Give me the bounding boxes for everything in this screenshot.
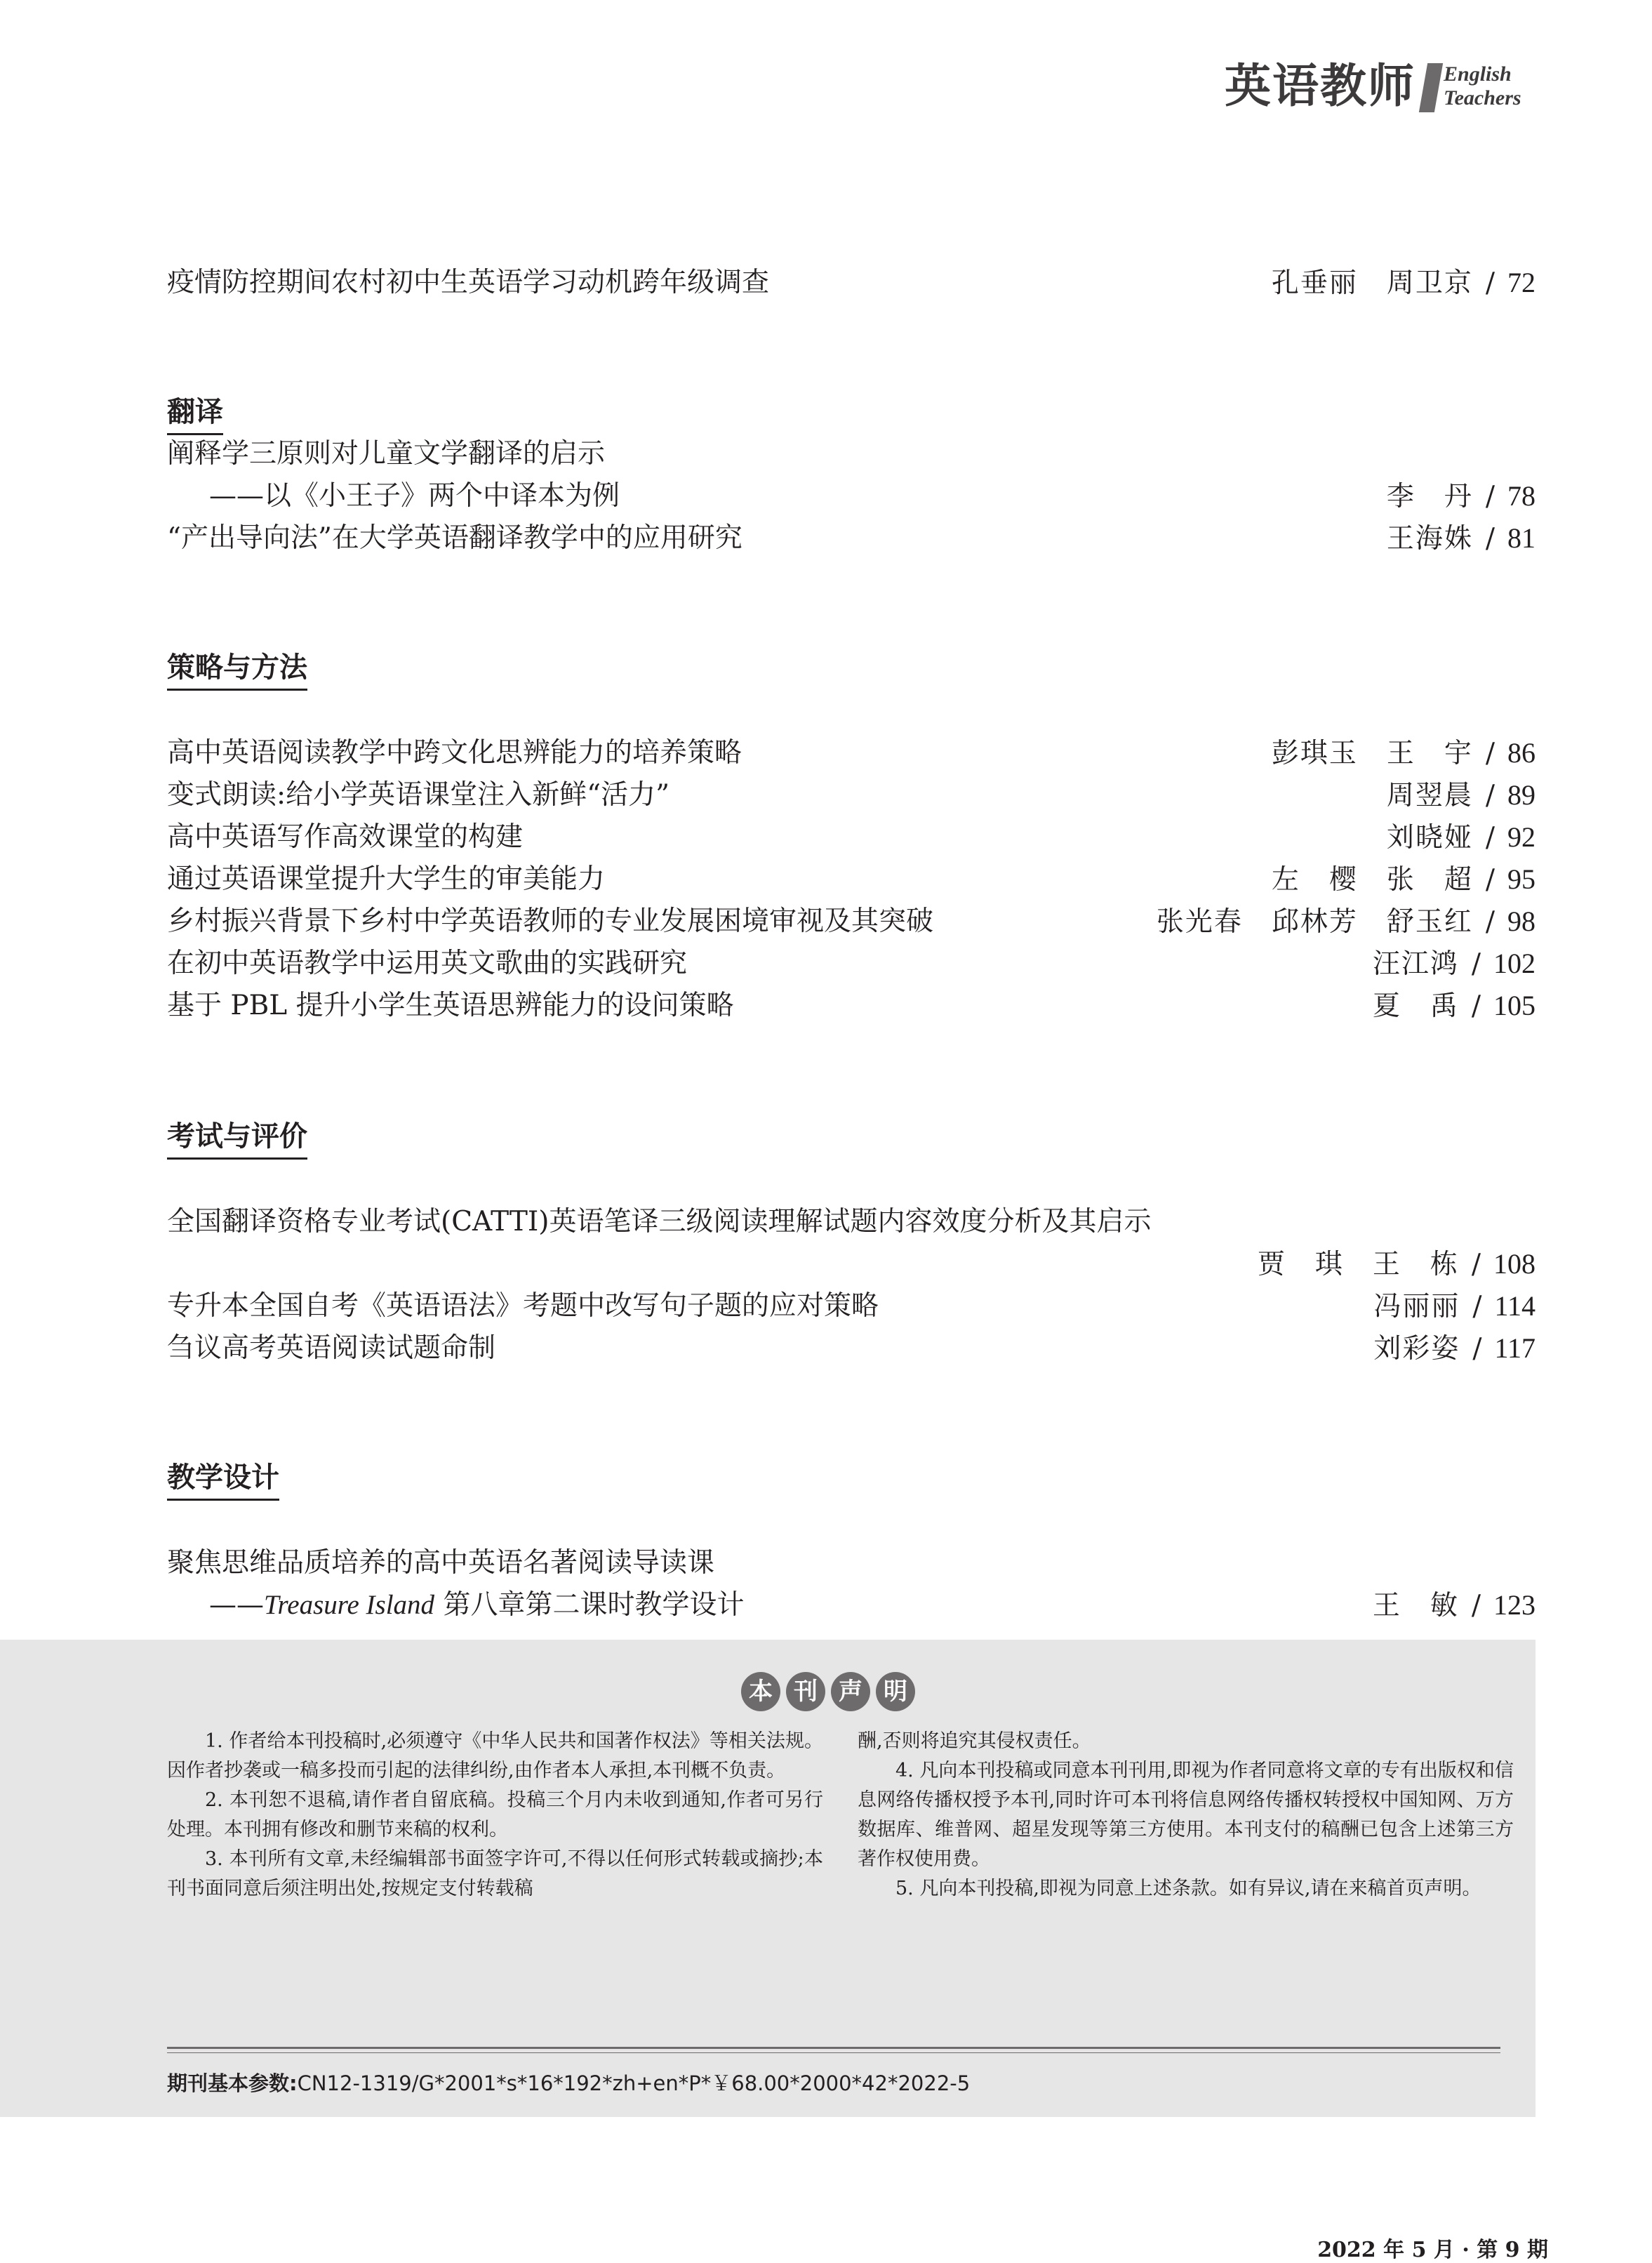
entry-byline (1387, 476, 1536, 517)
journal-title-en-line2: Teachers (1444, 86, 1521, 109)
entry-page: 92 (1507, 821, 1536, 853)
separator: / (1471, 1590, 1481, 1621)
section-heading-strategy: 策略与方法 (167, 647, 307, 691)
subtitle-dash: —— (209, 1589, 264, 1621)
entry-author: 王 敏 (1372, 1590, 1459, 1621)
entry-page: 72 (1507, 267, 1536, 298)
entry-author: 孔垂丽 周卫京 (1271, 267, 1473, 299)
journal-logo-mark (1419, 63, 1443, 112)
toc-entry[interactable] (167, 518, 1536, 559)
entry-author: 刘晓娅 (1386, 822, 1473, 854)
entry-title: 阐释学三原则对儿童文学翻译的启示 (167, 438, 606, 470)
entry-page: 95 (1507, 863, 1536, 895)
entry-byline (1387, 775, 1536, 816)
notice-paragraph-continued: 酬,否则将追究其侵权责任。 (858, 1730, 1091, 1752)
toc-entry[interactable] (167, 1328, 1536, 1369)
subtitle-rest: 第八章第二课时教学设计 (434, 1589, 745, 1621)
entry-page: 86 (1507, 737, 1536, 769)
entry-page: 117 (1494, 1332, 1536, 1364)
entry-title: 在初中英语教学中运用英文歌曲的实践研究 (167, 948, 688, 979)
entry-page: 78 (1507, 480, 1536, 512)
toc-entry-subtitle[interactable] (167, 1585, 1536, 1626)
journal-title-cn: 英语教师 (1225, 59, 1415, 113)
entry-author: 李 丹 (1386, 481, 1473, 512)
entry-page: 105 (1493, 990, 1536, 1021)
notice-left-column (167, 1727, 823, 1904)
toc-entry[interactable] (167, 1543, 1536, 1584)
entry-author: 冯丽丽 (1373, 1291, 1460, 1322)
toc-entry[interactable] (167, 817, 1536, 858)
entry-title: 乡村振兴背景下乡村中学英语教师的专业发展困境审视及其突破 (167, 905, 934, 937)
journal-masthead (1225, 55, 1554, 118)
entry-subtitle: ——以《小王子》两个中译本为例 (209, 480, 620, 512)
entry-page: 114 (1494, 1290, 1536, 1322)
entry-author: 汪江鸿 (1372, 948, 1459, 980)
toc-entry[interactable] (167, 859, 1536, 900)
separator: / (1472, 1291, 1482, 1322)
notice-title-char: 本 (741, 1672, 780, 1711)
entry-author: 刘彩姿 (1373, 1333, 1460, 1365)
separator: / (1485, 267, 1495, 299)
toc-entry[interactable] (167, 775, 1536, 816)
toc-entry[interactable] (167, 1202, 1536, 1242)
toc-entry[interactable] (167, 901, 1536, 942)
entry-byline (1157, 901, 1536, 943)
params-value: CN12-1319/G*2001*s*16*192*zh+en*P*￥68.00*2000*42*2022-5 (297, 2071, 971, 2095)
notice-paragraph: 5. 凡向本刊投稿,即视为同意上述条款。如有异议,请在来稿首页声明。 (895, 1878, 1481, 1899)
entry-title: “产出导向法”在大学英语翻译教学中的应用研究 (167, 522, 742, 554)
toc-entry[interactable] (167, 1286, 1536, 1327)
separator: / (1485, 822, 1495, 854)
subtitle-book-title: Treasure Island (264, 1590, 435, 1620)
entry-title: 高中英语写作高效课堂的构建 (167, 821, 524, 853)
entry-byline (1387, 518, 1536, 559)
entry-byline (1272, 733, 1536, 774)
entry-byline (1272, 859, 1536, 901)
entry-subtitle (209, 1585, 744, 1626)
entry-author: 周翌晨 (1386, 780, 1473, 811)
notice-paragraph: 1. 作者给本刊投稿时,必须遵守《中华人民共和国著作权法》等相关法规。因作者抄袭或一稿多投而引起的法律纠纷,由作者本人承担,本刊概不负责。 (167, 1730, 823, 1781)
separator: / (1485, 523, 1495, 555)
entry-title: 变式朗读:给小学英语课堂注入新鲜“活力” (167, 779, 670, 811)
toc-entry[interactable] (167, 263, 1536, 303)
separator: / (1472, 1333, 1482, 1365)
toc-entry-subtitle[interactable] (167, 476, 1536, 517)
notice-paragraph: 3. 本刊所有文章,未经编辑部书面签字许可,不得以任何形式转载或摘抄;本刊书面同意后须注明出处,按规定支付转载稿 (167, 1848, 823, 1899)
entry-byline (1373, 1585, 1536, 1626)
entry-byline (1373, 943, 1536, 985)
toc-entry-byline-line[interactable] (167, 1244, 1536, 1285)
entry-author: 夏 禹 (1372, 990, 1459, 1022)
entry-page: 98 (1507, 905, 1536, 937)
entry-title: 专升本全国自考《英语语法》考题中改写句子题的应对策略 (167, 1290, 879, 1322)
toc-entry[interactable] (167, 434, 1536, 474)
entry-author: 彭琪玉 王 宇 (1271, 738, 1473, 769)
entry-byline (1373, 985, 1536, 1027)
entry-byline (1373, 1286, 1536, 1327)
toc-entry[interactable] (167, 733, 1536, 774)
divider (167, 2052, 1500, 2053)
entry-page: 123 (1493, 1589, 1536, 1621)
toc-entry[interactable] (167, 985, 1536, 1026)
notice-title-char: 明 (876, 1672, 915, 1711)
separator: / (1471, 990, 1481, 1022)
entry-title: 高中英语阅读教学中跨文化思辨能力的培养策略 (167, 737, 742, 769)
entry-page: 102 (1493, 948, 1536, 979)
entry-title: 基于 PBL 提升小学生英语思辨能力的设问策略 (167, 990, 734, 1021)
entry-author: 张光春 邱林芳 舒玉红 (1156, 906, 1473, 938)
entry-byline (1387, 817, 1536, 858)
separator: / (1471, 1249, 1481, 1280)
params-label: 期刊基本参数: (167, 2071, 298, 2095)
issue-footer: 2022 年 5 月 · 第 9 期 (1317, 2238, 1548, 2262)
entry-page: 81 (1507, 522, 1536, 554)
entry-byline (1373, 1328, 1536, 1369)
journal-title-en-line1: English (1444, 62, 1512, 86)
divider (167, 2047, 1500, 2049)
journal-parameters (167, 2068, 970, 2097)
entry-title: 全国翻译资格专业考试(CATTI)英语笔译三级阅读理解试题内容效度分析及其启示 (167, 1206, 1152, 1237)
separator: / (1485, 780, 1495, 811)
entry-title: 聚焦思维品质培养的高中英语名著阅读导读课 (167, 1547, 715, 1579)
notice-right-column (858, 1727, 1514, 1904)
entry-page: 108 (1493, 1248, 1536, 1280)
entry-author: 贾 琪 王 栋 (1257, 1249, 1459, 1280)
entry-author: 左 樱 张 超 (1271, 864, 1473, 896)
entry-page: 89 (1507, 779, 1536, 811)
notice-paragraph: 2. 本刊恕不退稿,请作者自留底稿。投稿三个月内未收到通知,作者可另行处理。本刊拥有修改和删节来稿的权利。 (167, 1789, 823, 1840)
separator: / (1485, 864, 1495, 896)
section-heading-design: 教学设计 (167, 1457, 279, 1501)
entry-title: 刍议高考英语阅读试题命制 (167, 1332, 496, 1364)
section-heading-assessment: 考试与评价 (167, 1116, 307, 1160)
notice-title-char: 声 (831, 1672, 870, 1711)
notice-title (741, 1672, 915, 1711)
separator: / (1485, 481, 1495, 512)
notice-paragraph: 4. 凡向本刊投稿或同意本刊刊用,即视为作者同意将文章的专有出版权和信息网络传播权授予本刊,同时许可本刊将信息网络传播权转授权中国知网、万方数据库、维普网、超星发现等第三方使用。本刊支付的稿酬已包含上述第三方著作权使用费。 (858, 1760, 1514, 1870)
entry-title: 通过英语课堂提升大学生的审美能力 (167, 863, 606, 895)
entry-author: 王海姝 (1386, 523, 1473, 555)
toc-entry[interactable] (167, 943, 1536, 984)
entry-byline (1272, 263, 1536, 304)
entry-title: 疫情防控期间农村初中生英语学习动机跨年级调查 (167, 267, 770, 298)
section-heading-translation: 翻译 (167, 392, 223, 435)
separator: / (1471, 948, 1481, 980)
entry-byline (1258, 1244, 1536, 1285)
separator: / (1485, 906, 1495, 938)
separator: / (1485, 738, 1495, 769)
notice-title-char: 刊 (786, 1672, 825, 1711)
journal-notice-box (0, 1640, 1536, 2117)
